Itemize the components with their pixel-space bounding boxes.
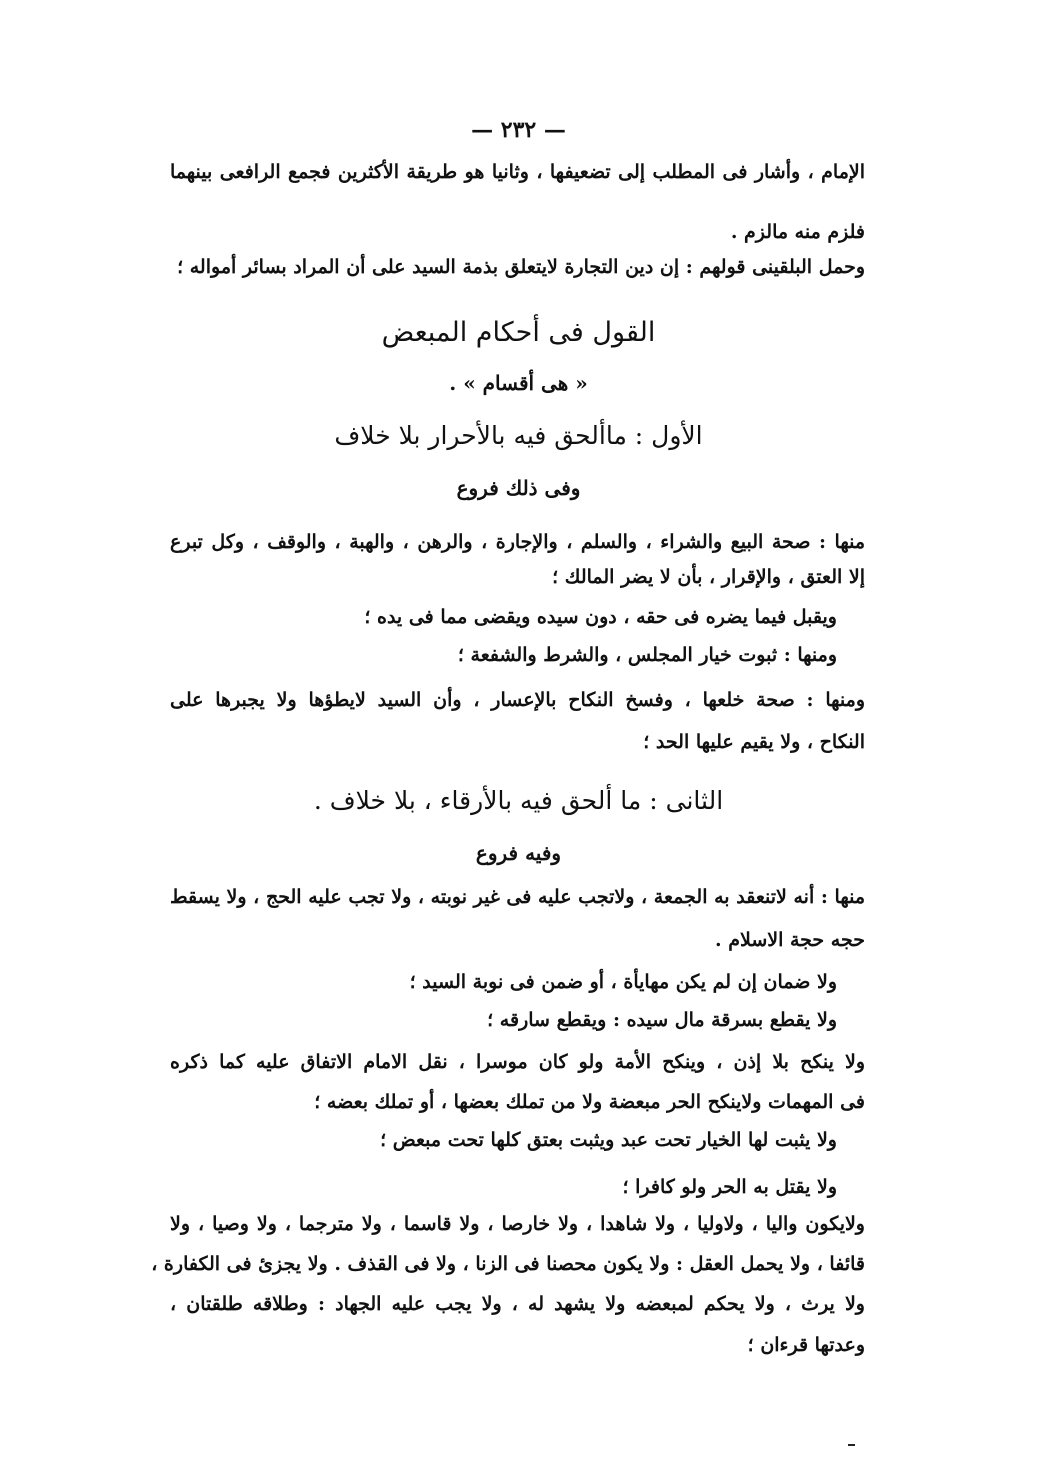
paragraph-line: النكاح ، ولا يقيم عليها الحد ؛ [643,731,865,753]
stray-mark [848,1444,855,1446]
paragraph-line: إلا العتق ، والإقرار ، بأن لا يضر المالك ؛ [552,566,865,588]
paragraph-line: فى المهمات ولاينكح الحر مبعضة ولا من تملك بعضها ، أو تملك بعضه ؛ [314,1091,865,1113]
paragraph-line: فلزم منه مالزم . [730,221,865,243]
paragraph-line: ولا يرث ، ولا يحكم لمبعضه ولا يشهد له ، ولا يجب عليه الجهاد : وطلاقه طلقتان ، [170,1293,865,1315]
paragraph-line: ولا يقطع بسرقة مال سيده : ويقطع سارقه ؛ [487,1009,837,1031]
paragraph-line: وعدتها قرءان ؛ [747,1334,865,1356]
paragraph-line: وحمل البلقينى قولهم : إن دين التجارة لايتعلق بذمة السيد على أن المراد بسائر أمواله ؛ [177,256,865,278]
part-subheading: وفى ذلك فروع [456,476,581,500]
section-subtitle: « هى أقسام » . [449,371,588,395]
paragraph-line: حجه حجة الاسلام . [715,929,865,951]
paragraph-line: ولا يقتل به الحر ولو كافرا ؛ [622,1176,837,1198]
paragraph-line: ومنها : ثبوت خيار المجلس ، والشرط والشفعة ؛ [457,644,837,666]
paragraph-line: ولايكون واليا ، ولاوليا ، ولا شاهدا ، ولا خارصا ، ولا قاسما ، ولا مترجما ، ولا وصيا ، ولا [170,1213,865,1235]
paragraph-line: قائفا ، ولا يحمل العقل : ولا يكون محصنا فى الزنا ، ولا فى القذف . ولا يجزئ فى الكفارة ، [151,1253,865,1275]
paragraph-line: منها : أنه لاتنعقد به الجمعة ، ولاتجب عليه فى غير نوبته ، ولا تجب عليه الحج ، ولا يسقط [170,886,865,908]
paragraph-line: ولا يثبت لها الخيار تحت عبد ويثبت بعتق كلها تحت مبعض ؛ [380,1129,837,1151]
section-title: القول فى أحكام المبعض [381,317,656,348]
paragraph-line: ولا ضمان إن لم يكن مهايأة ، أو ضمن فى نوبة السيد ؛ [409,971,837,993]
paragraph-line: ويقبل فيما يضره فى حقه ، دون سيده ويقضى مما فى يده ؛ [364,606,837,628]
paragraph-line: ولا ينكح بلا إذن ، وينكح الأمة ولو كان موسرا ، نقل الامام الاتفاق عليه كما ذكره [170,1051,865,1073]
paragraph-line: ومنها : صحة خلعها ، وفسخ النكاح بالإعسار ، وأن السيد لايطؤها ولا يجبرها على [170,689,865,711]
part-heading: الثانى : ما ألحق فيه بالأرقاء ، بلا خلاف . [313,786,724,815]
paragraph-line: الإمام ، وأشار فى المطلب إلى تضعيفها ، وثانيا هو طريقة الأكثرين فجمع الرافعى بينهما [170,161,865,183]
part-heading: الأول : ماألحق فيه بالأحرار بلا خلاف [334,421,703,450]
page-number: — ٢٣٢ — [471,117,566,143]
part-subheading: وفيه فروع [475,841,562,865]
paragraph-line: منها : صحة البيع والشراء ، والسلم ، والإجارة ، والرهن ، والهبة ، والوقف ، وكل تبرع [170,531,865,553]
